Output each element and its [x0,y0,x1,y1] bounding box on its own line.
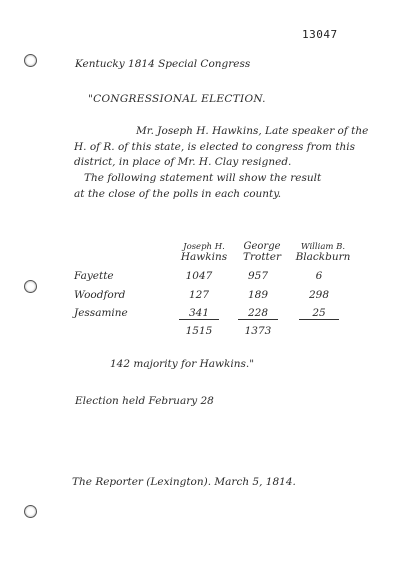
vote-count: 25 [299,307,339,320]
vote-count: 127 [188,289,210,301]
vote-count: 228 [238,307,278,320]
candidate-header-blackburn: William B. Blackburn [295,242,351,263]
paragraph-line: H. of R. of this state, is elected to congress from this [74,140,355,153]
document-number: 13047 [302,28,338,41]
paragraph-announcement [74,124,394,171]
county-name: Fayette [74,270,114,282]
paragraph-line: at the close of the polls in each county. [74,187,282,200]
paragraph-line: The following statement will show the result [84,172,322,184]
binder-hole-top [24,54,37,67]
binder-hole-bottom [24,505,37,518]
candidate-header-trotter: George Trotter [242,241,282,263]
total-count: 1373 [244,325,272,337]
vote-count: 341 [179,307,219,320]
vote-count: 298 [308,289,330,301]
source-citation: The Reporter (Lexington). March 5, 1814. [72,476,296,488]
county-name: Woodford [74,289,126,301]
vote-count: 957 [247,270,269,282]
total-count: 1515 [185,325,213,337]
paragraph-line: district, in place of Mr. H. Clay resigned. [74,156,292,168]
county-name: Jessamine [74,307,128,319]
binder-hole-middle [24,280,37,293]
paragraph-line: Mr. Joseph H. Hawkins, Late speaker of the [136,125,369,137]
majority-note: 142 majority for Hawkins." [110,358,255,370]
election-date-note: Election held February 28 [75,395,214,407]
candidate-header-hawkins: Joseph H. Hawkins [180,242,228,263]
vote-count: 1047 [185,270,213,282]
document-heading: Kentucky 1814 Special Congress [75,58,251,70]
vote-count: 189 [247,289,269,301]
election-title: "CONGRESSIONAL ELECTION. [88,93,266,105]
paragraph-statement [74,171,394,202]
vote-count: 6 [315,270,323,282]
